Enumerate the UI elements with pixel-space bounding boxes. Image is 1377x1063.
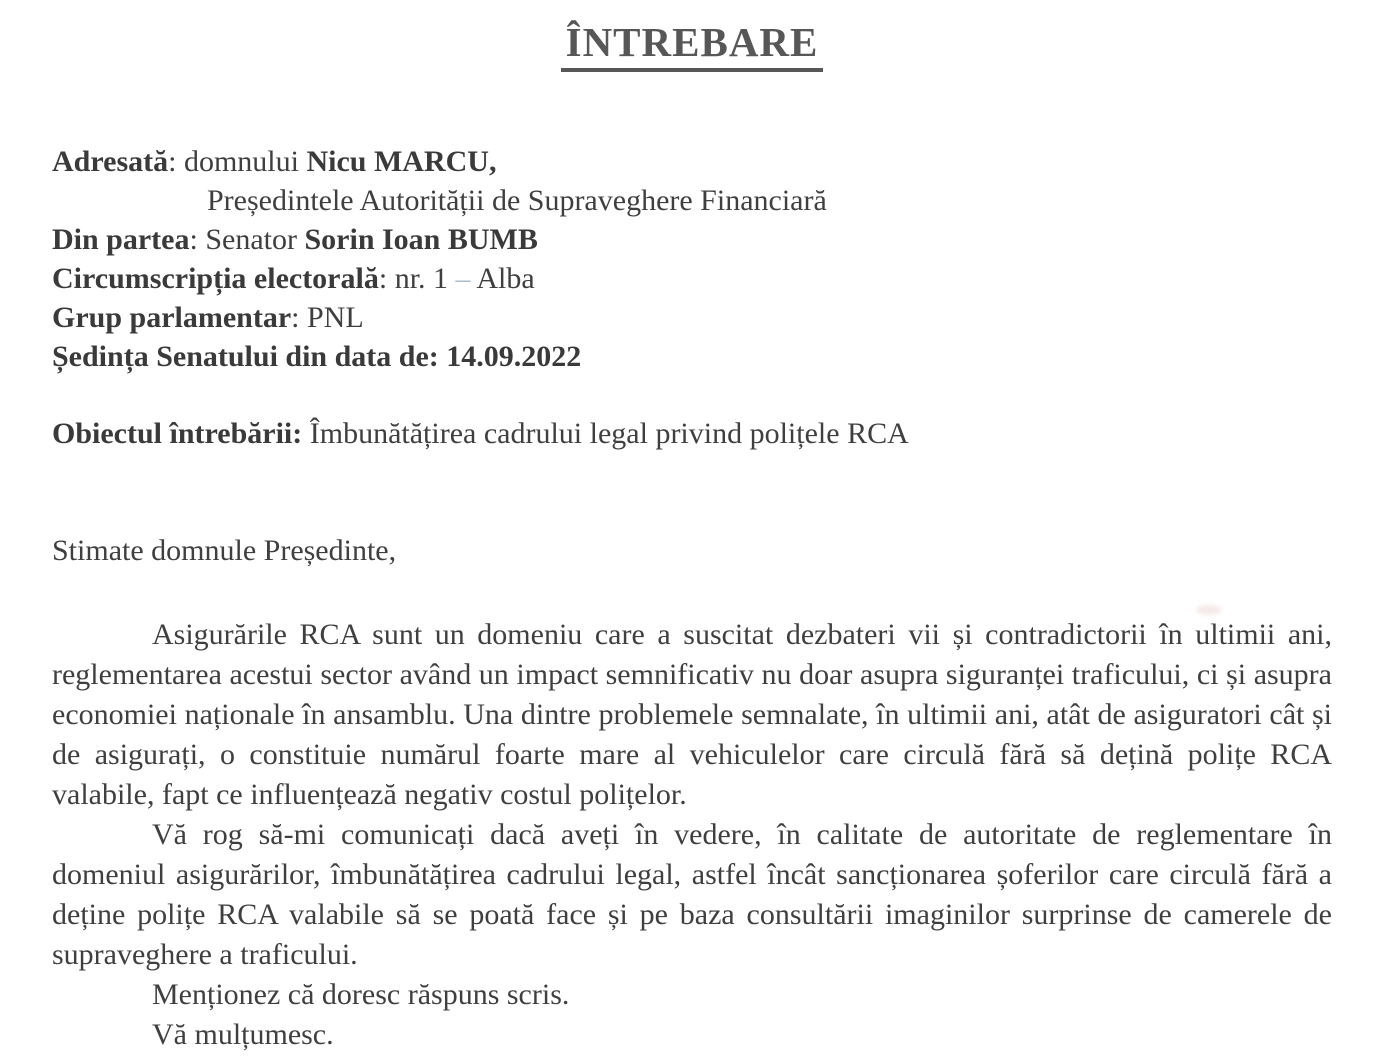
session-line (52, 337, 1332, 376)
subject-label: Obiectul întrebării: (52, 417, 303, 450)
sender-separator: : (189, 223, 206, 256)
document-title: ÎNTREBARE (561, 18, 824, 72)
scan-artifact (1196, 605, 1222, 615)
closing-request-line: Menționez că doresc răspuns scris. (152, 978, 570, 1011)
constituency-line (52, 259, 1332, 298)
recipient-intro: domnului (183, 145, 307, 178)
recipient-position-line (52, 181, 1332, 220)
constituency-region: Alba (470, 262, 535, 295)
recipient-name: Nicu MARCU, (306, 145, 497, 178)
parliamentary-group-label: Grup parlamentar (52, 301, 292, 334)
recipient-label: Adresată (52, 145, 169, 178)
subject-value: Îmbunătățirea cadrului legal privind polițele RCA (302, 417, 909, 450)
recipient-separator: : (168, 145, 184, 178)
sender-intro: Senator (205, 223, 305, 256)
sender-name: Sorin Ioan BUMB (304, 223, 538, 256)
parliamentary-group-value: PNL (307, 301, 364, 334)
sender-line (52, 220, 1332, 259)
body-paragraph-2: Vă rog să-mi comunicați dacă aveți în vedere, în calitate de autoritate de reglementare în domeniul asigurărilor, îmbunătățirea cadrului legal, astfel încât sancționarea șoferilor care circulă fără a deține polițe RCA valabile să se poată face și pe baza consultării imaginilor surprinse de camerele de supraveghere a traficului. (52, 818, 1332, 971)
parliamentary-group-line (52, 298, 1332, 337)
session-text: Ședința Senatului din data de: 14.09.2022 (52, 340, 582, 373)
closing-thanks-line: Vă mulțumesc. (152, 1018, 334, 1051)
constituency-label: Circumscripția electorală (52, 262, 379, 295)
letter-body (52, 615, 1332, 1055)
recipient-position: Președintele Autorității de Supraveghere Financiară (207, 184, 827, 217)
subject-line (52, 414, 1332, 453)
recipient-line (52, 142, 1332, 181)
parliamentary-group-separator: : (291, 301, 307, 334)
constituency-dash: – (455, 262, 471, 295)
title-container (52, 18, 1332, 72)
header-block (52, 142, 1332, 376)
body-paragraph-1: Asigurările RCA sunt un domeniu care a suscitat dezbateri vii și contradictorii în ultimii ani, reglementarea acestui sector având un impact semnificativ nu doar asupra siguranței traficului, ci și asupra economiei naționale în ansamblu. Una dintre problemele semnalate, în ultimii ani, atât de asiguratori cât și de asigurați, o constituie numărul foarte mare al vehiculelor care circulă fără să dețină polițe RCA valabile, fapt ce influențează negativ costul polițelor. (52, 618, 1332, 811)
salutation-line (52, 531, 1332, 570)
constituency-separator: : (378, 262, 395, 295)
constituency-number: nr. 1 (394, 262, 456, 295)
salutation-text: Stimate domnule Președinte, (52, 534, 397, 567)
sender-label: Din partea (52, 223, 190, 256)
